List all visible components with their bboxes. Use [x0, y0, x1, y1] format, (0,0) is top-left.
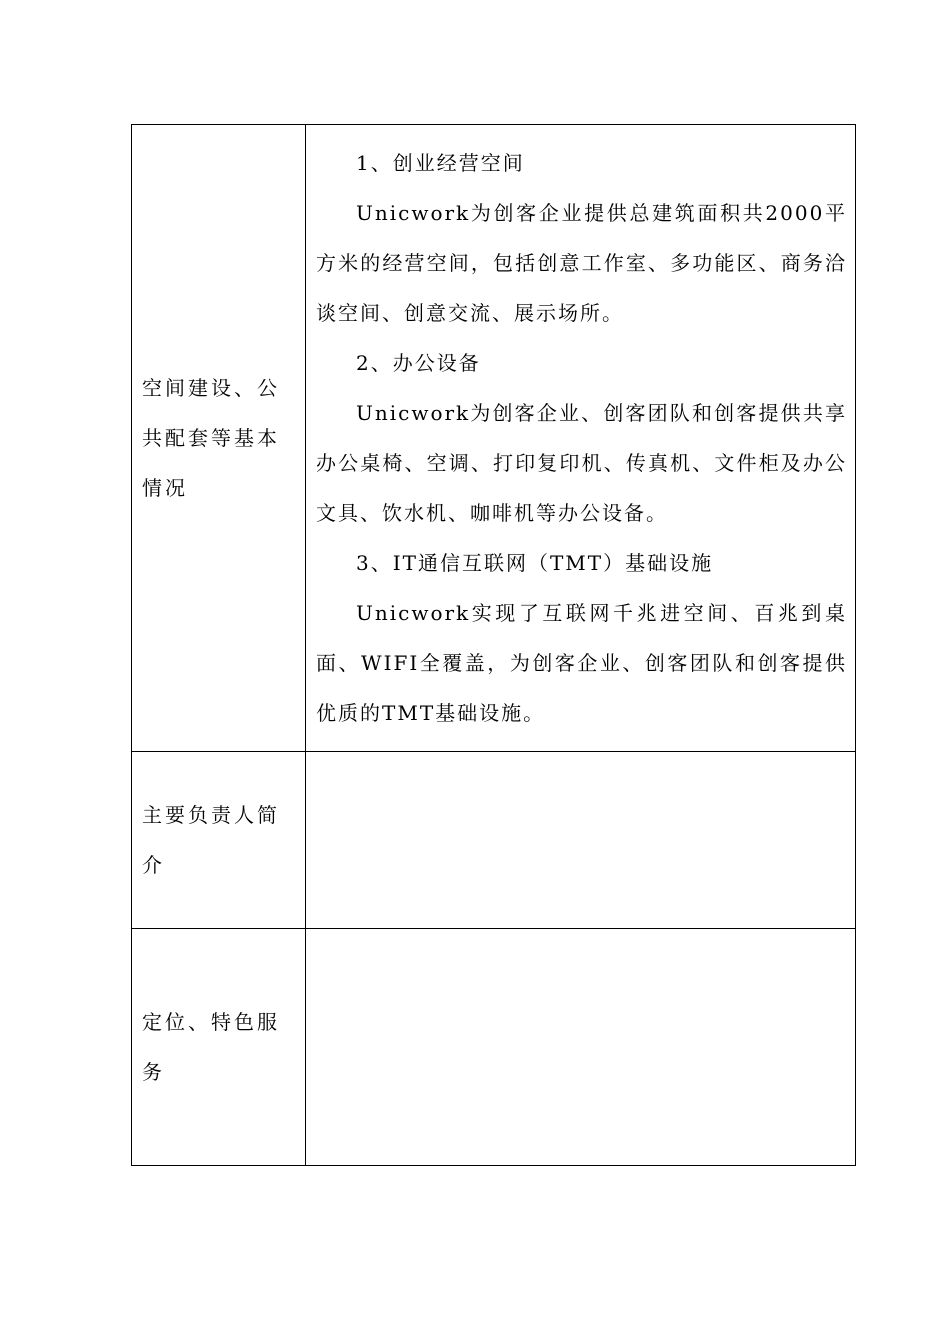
table-row-positioning	[132, 929, 856, 1166]
info-table	[131, 124, 856, 1166]
row-content-lead-profile	[306, 752, 856, 929]
section-body-office-equipment: Unicwork为创客企业、创客团队和创客提供共享办公桌椅、空调、打印复印机、传真机、文件柜及办公文具、饮水机、咖啡机等办公设备。	[316, 401, 847, 525]
section-body-office-space: Unicwork为创客企业提供总建筑面积共2000平方米的经营空间，包括创意工作室、多功能区、商务洽谈空间、创意交流、展示场所。	[316, 201, 847, 325]
section-heading-office-space: 1、创业经营空间	[356, 151, 525, 175]
row-label-lead-profile: 主要负责人简介	[132, 752, 306, 929]
row-content-positioning	[306, 929, 856, 1166]
row-content-space-construction	[306, 125, 856, 752]
section-heading-it-infrastructure: 3、IT通信互联网（TMT）基础设施	[356, 551, 714, 575]
table-row-lead-profile	[132, 752, 856, 929]
section-heading-office-equipment: 2、办公设备	[356, 351, 481, 375]
row-label-space-construction: 空间建设、公共配套等基本情况	[132, 125, 306, 752]
row-label-positioning: 定位、特色服务	[132, 929, 306, 1166]
section-body-it-infrastructure: Unicwork实现了互联网千兆进空间、百兆到桌面、WIFI全覆盖，为创客企业、创客团队和创客提供优质的TMT基础设施。	[316, 601, 847, 725]
table-row-space-construction	[132, 125, 856, 752]
